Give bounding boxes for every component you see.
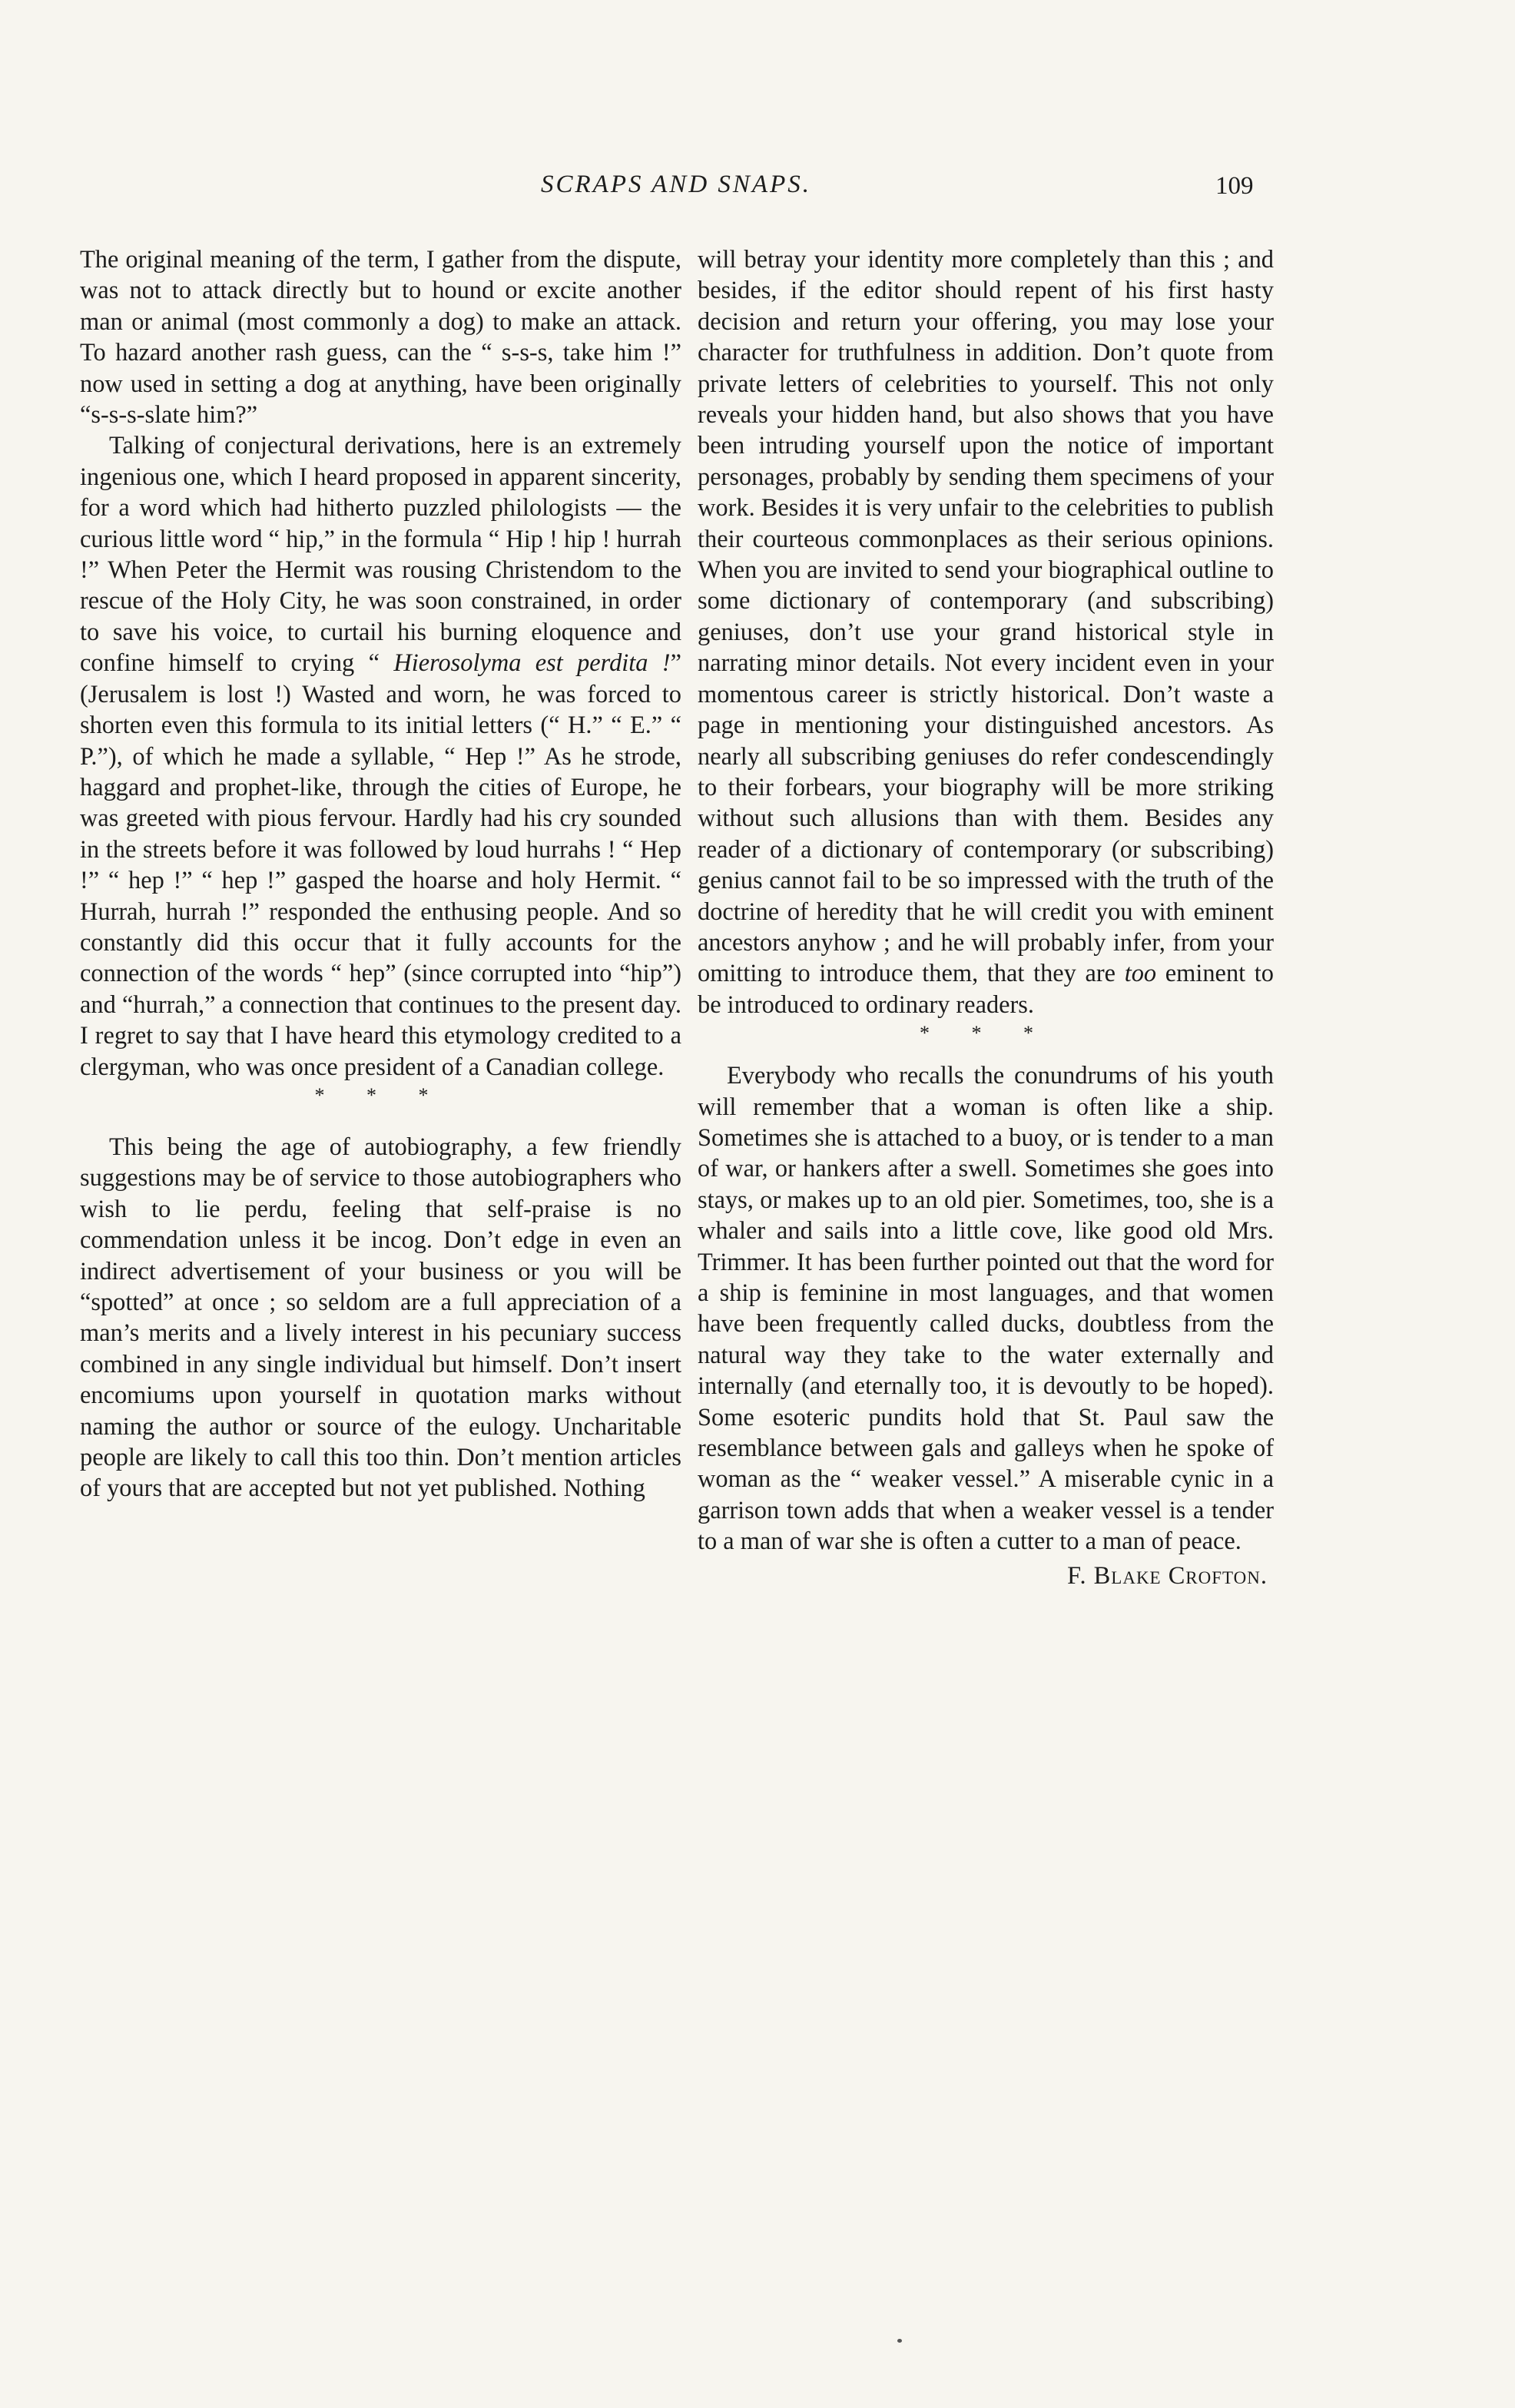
section-divider: * * * bbox=[920, 1022, 1052, 1045]
paragraph-term-meaning: The original meaning of the term, I gather from the dispute, was not to attack directly but to hound or excite another man or animal (most commonly a dog) to make an attack. To hazard another rash guess, can the “ s-s-s, take him !” now used in setting a dog at anything, have been originally “s-s-s-slate him?” bbox=[80, 246, 681, 430]
latin-phrase: Hierosolyma est perdita ! bbox=[393, 649, 671, 678]
author-signature: F. Blake Crofton. bbox=[1067, 1561, 1268, 1590]
emphasis-word: too bbox=[1124, 960, 1157, 988]
paragraph-text: eminent to be introduced to ordinary readers. bbox=[698, 960, 1274, 1019]
paragraph-text: ” (Jerusalem is lost !) Wasted and worn, he was forced to shorten even this formula to its initial letters (“ H.” “ E.” “ P.”), of which he made a syllable, “ Hep !” As he strode, haggard and prophet-like, through the cities of Europe, he was greeted with pious fervour. Hardly had his cry sounded in the streets before it was followed by loud hurrahs ! “ Hep !” “ hep !” “ hep !” gasped the hoarse and holy Hermit. “ Hurrah, hurrah !” responded the enthusing people. And so constantly did this occur that it fully accounts for the connection of the words “ hep” (since corrupted into “hip”) and “hurrah,” a connection that continues to the present day. I regret to say that I have heard this etymology credited to a clergyman, who was once president of a Canadian college. bbox=[80, 649, 681, 1081]
page-number: 109 bbox=[1215, 172, 1254, 200]
left-column bbox=[80, 244, 681, 1504]
paragraph-text: Talking of conjectural derivations, here is an extremely ingenious one, which I heard proposed in apparent sincerity, for a word which had hitherto puzzled philologists — the curious little word “ hip,” in the formula “ Hip ! hip ! hurrah !” When Peter the Hermit was rousing Christendom to the rescue of the Holy City, he was soon constrained, in order to save his voice, to curtail his burning eloquence and confine himself to crying “ bbox=[80, 432, 681, 678]
right-column bbox=[698, 244, 1274, 1591]
ink-speck bbox=[897, 2339, 902, 2343]
paragraph-text: will betray your identity more completely than this ; and besides, if the editor should repent of his first hasty decision and return your offering, you may lose your character for truthfulness in addition. Don’t quote from private letters of celebrities to yourself. This not only reveals your hidden hand, but also shows that you have been intruding yourself upon the notice of important personages, probably by sending them specimens of your work. Besides it is very unfair to the celebrities to publish their courteous commonplaces as their serious opinions. When you are invited to send your biographical outline to some dictionary of contemporary (and subscribing) geniuses, don’t use your grand historical style in narrating minor details. Not every incident even in your momentous career is strictly historical. Don’t waste a page in mentioning your distinguished ancestors. As nearly all subscribing geniuses do refer condescendingly to their forbears, your biography will be more striking without such allusions than with them. Besides any reader of a dictionary of contemporary (or subscribing) genius cannot fail to be so impressed with the truth of the doctrine of heredity that he will credit you with eminent ancestors anyhow ; and he will probably infer, from your omitting to introduce them, that they are bbox=[698, 246, 1274, 988]
running-title: SCRAPS AND SNAPS. bbox=[541, 171, 811, 198]
paragraph-hip-hurrah bbox=[80, 430, 681, 1083]
section-divider: * * * bbox=[314, 1083, 447, 1106]
paragraph-autobiography: This being the age of autobiography, a few friendly suggestions may be of service to those autobiographers who wish to lie perdu, feeling that self-praise is no commendation unless it be incog. Don’t edge in even an indirect advertisement of your business or you will be “spotted” at once ; so seldom are a full appreciation of a man’s merits and a lively interest in his pecuniary success combined in any single individual but himself. Don’t insert encomiums upon yourself in quotation marks without naming the author or source of the eulogy. Uncharitable people are likely to call this too thin. Don’t mention articles of yours that are accepted but not yet published. Nothing bbox=[80, 1133, 681, 1503]
paragraph-woman-ship: Everybody who recalls the conundrums of his youth will remember that a woman is often like a ship. Sometimes she is attached to a buoy, or is tender to a man of war, or hankers after a swell. Sometimes she goes into stays, or makes up to an old pier. Sometimes, too, she is a whaler and sails into a little cove, like good old Mrs. Trimmer. It has been further pointed out that the word for a ship is feminine in most languages, and that women have been frequently called ducks, doubtless from the natural way they take to the water externally and internally (and eternally too, it is devoutly to be hoped). Some esoteric pundits hold that St. Paul saw the resemblance between gals and galleys when he spoke of woman as the “ weaker vessel.” A miserable cynic in a garrison town adds that when a weaker vessel is a tender to a man of war she is often a cutter to a man of peace. bbox=[698, 1062, 1274, 1556]
paragraph-autobiography-continued bbox=[698, 244, 1274, 1020]
